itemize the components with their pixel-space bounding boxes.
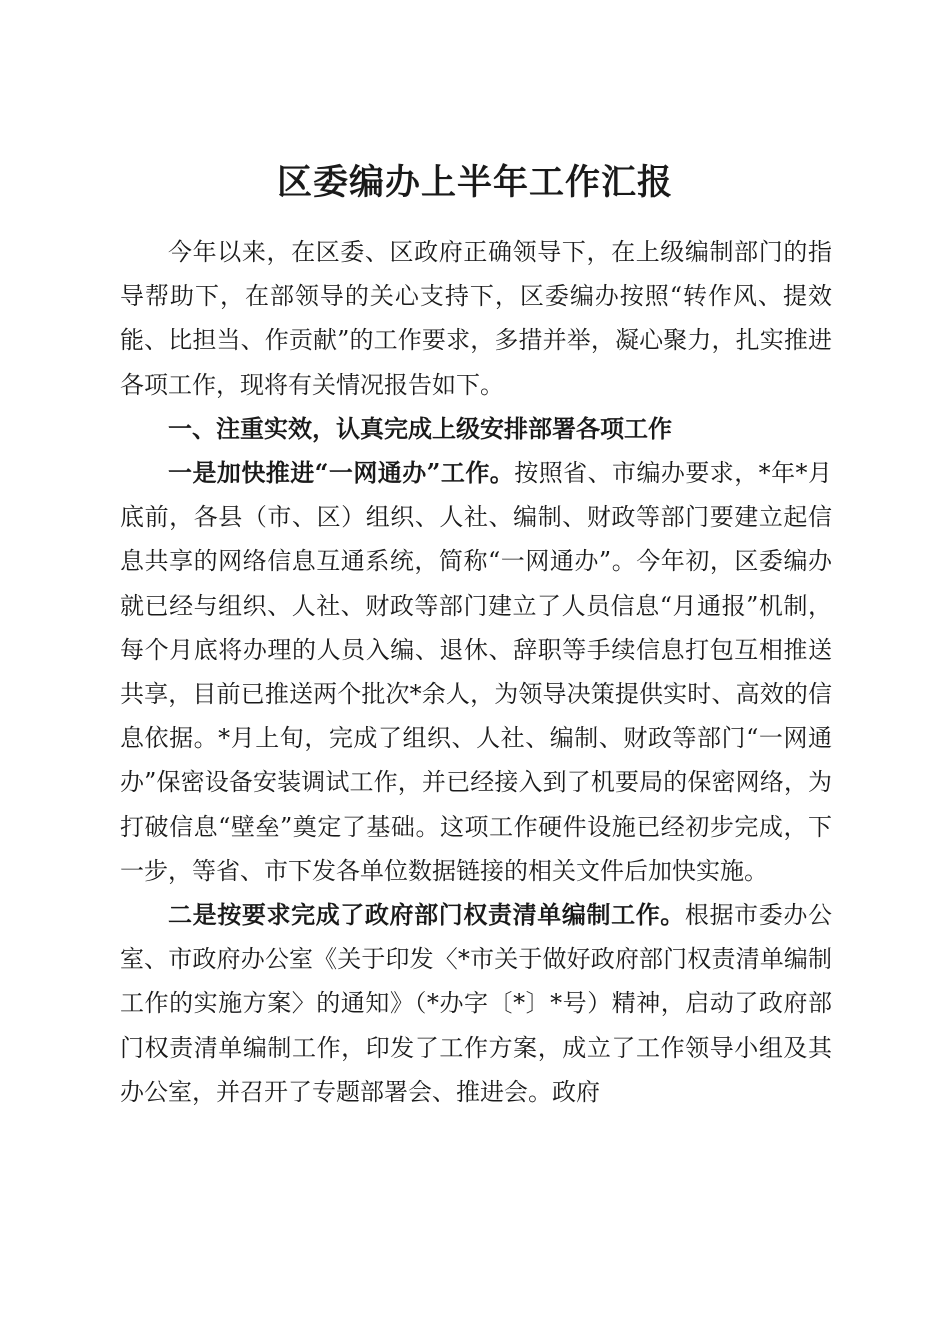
item-1-lead: 一是加快推进“一网通办”工作。 xyxy=(168,458,515,488)
item-2-lead: 二是按要求完成了政府部门权责清单编制工作。 xyxy=(168,900,685,930)
page-title: 区委编办上半年工作汇报 xyxy=(276,162,673,204)
item-2-text: 根据市委办公室、市政府办公室《关于印发〈*市关于做好政府部门权责清单编制工作的实施方案〉的通知》（*办字〔*〕*号）精神，启动了政府部门权责清单编制工作，印发了工作方案，成立了工作领导小组及其办公室，并召开了专题部署会、推进会。政府 xyxy=(120,901,832,1106)
item-2-paragraph xyxy=(120,893,832,1114)
intro-paragraph: 今年以来，在区委、区政府正确领导下，在上级编制部门的指导帮助下，在部领导的关心支持下，区委编办按照“转作风、提效能、比担当、作贡献”的工作要求，多措并举，凝心聚力，扎实推进各项工作，现将有关情况报告如下。 xyxy=(120,238,832,399)
document-body xyxy=(120,230,832,1114)
section-heading: 一、注重实效，认真完成上级安排部署各项工作 xyxy=(168,413,672,443)
item-1-paragraph xyxy=(120,451,832,893)
item-1-text: 按照省、市编办要求，*年*月底前，各县（市、区）组织、人社、编制、财政等部门要建立起信息共享的网络信息互通系统，简称“一网通办”。今年初，区委编办就已经与组织、人社、财政等部门建立了人员信息“月通报”机制，每个月底将办理的人员入编、退休、辞职等手续信息打包互相推送共享，目前已推送两个批次*余人，为领导决策提供实时、高效的信息依据。*月上旬，完成了组织、人社、编制、财政等部门“一网通办”保密设备安装调试工作，并已经接入到了机要局的保密网络，为打破信息“壁垒”奠定了基础。这项工作硬件设施已经初步完成，下一步，等省、市下发各单位数据链接的相关文件后加快实施。 xyxy=(120,459,833,885)
